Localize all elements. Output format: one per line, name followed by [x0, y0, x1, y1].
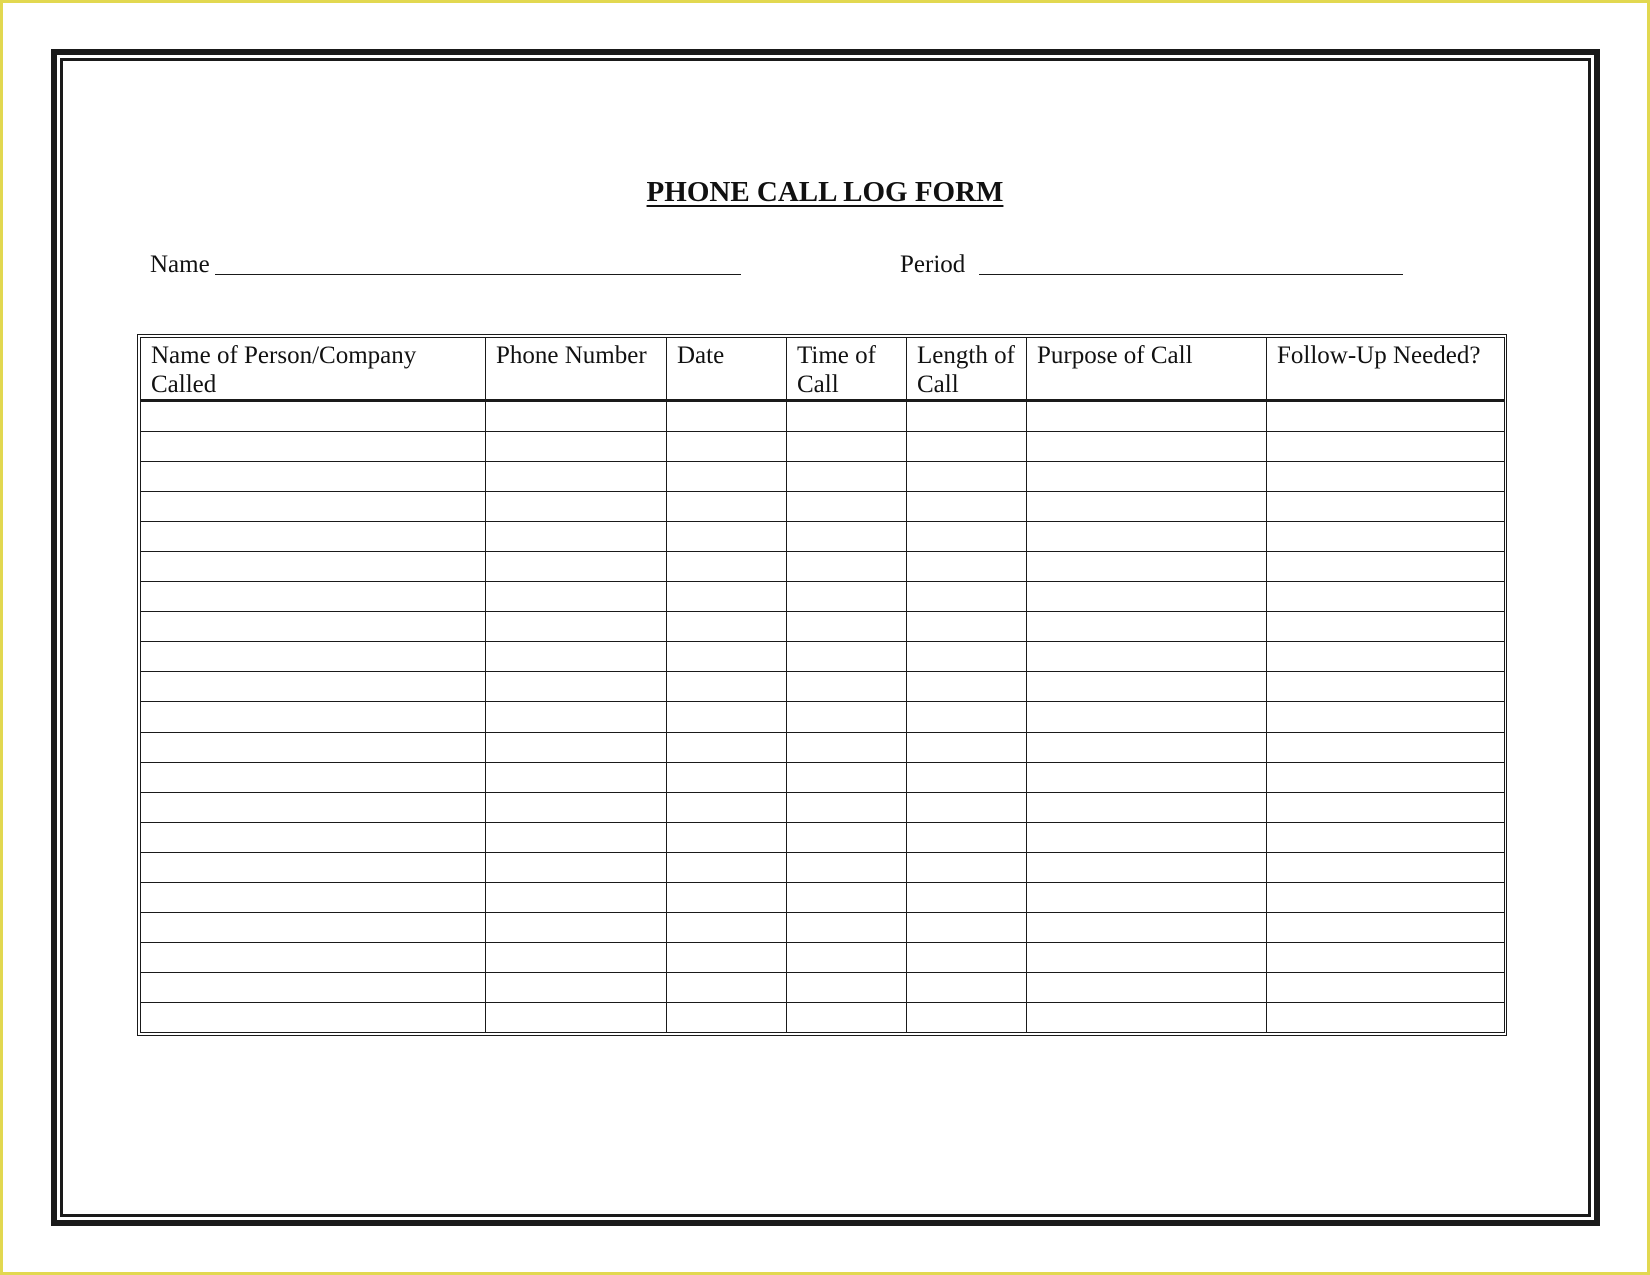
table-cell[interactable] — [667, 882, 787, 912]
table-cell[interactable] — [1267, 792, 1505, 822]
table-cell[interactable] — [787, 882, 907, 912]
table-cell[interactable] — [667, 552, 787, 582]
table-cell[interactable] — [486, 792, 667, 822]
column-header-name: Name of Person/Company Called — [141, 338, 486, 401]
table-cell[interactable] — [667, 852, 787, 882]
table-cell[interactable] — [787, 432, 907, 462]
table-cell[interactable] — [1027, 942, 1267, 972]
table-cell[interactable] — [486, 401, 667, 432]
table-cell[interactable] — [667, 942, 787, 972]
table-cell[interactable] — [1027, 972, 1267, 1002]
table-cell[interactable] — [486, 822, 667, 852]
table-cell[interactable] — [486, 732, 667, 762]
table-row — [141, 942, 1505, 972]
table-cell[interactable] — [1027, 432, 1267, 462]
table-row — [141, 822, 1505, 852]
table-cell[interactable] — [486, 702, 667, 732]
table-cell[interactable] — [667, 582, 787, 612]
table-cell[interactable] — [667, 912, 787, 942]
table-cell[interactable] — [787, 612, 907, 642]
table-cell[interactable] — [667, 762, 787, 792]
table-cell[interactable] — [1027, 912, 1267, 942]
table-cell[interactable] — [787, 1002, 907, 1032]
table-cell[interactable] — [141, 432, 486, 462]
table-row — [141, 492, 1505, 522]
table-cell[interactable] — [1267, 882, 1505, 912]
table-row — [141, 1002, 1505, 1032]
table-cell[interactable] — [141, 642, 486, 672]
table-cell[interactable] — [1027, 642, 1267, 672]
table-cell[interactable] — [141, 552, 486, 582]
table-cell[interactable] — [907, 702, 1027, 732]
table-row — [141, 401, 1505, 432]
table-cell[interactable] — [1267, 912, 1505, 942]
table-cell[interactable] — [787, 762, 907, 792]
table-row — [141, 732, 1505, 762]
table-header-row — [141, 338, 1505, 401]
table-cell[interactable] — [141, 522, 486, 552]
table-cell[interactable] — [667, 732, 787, 762]
table-cell[interactable] — [141, 702, 486, 732]
table-cell[interactable] — [667, 702, 787, 732]
table-cell[interactable] — [141, 762, 486, 792]
table-cell[interactable] — [1267, 852, 1505, 882]
table-cell[interactable] — [787, 552, 907, 582]
table-cell[interactable] — [907, 882, 1027, 912]
call-log-table-frame — [137, 334, 1507, 1036]
column-header-follow-up: Follow-Up Needed? — [1267, 338, 1505, 401]
table-row — [141, 912, 1505, 942]
table-row — [141, 612, 1505, 642]
table-cell[interactable] — [1027, 882, 1267, 912]
table-cell[interactable] — [787, 852, 907, 882]
table-cell[interactable] — [667, 522, 787, 552]
table-cell[interactable] — [787, 912, 907, 942]
table-cell[interactable] — [1027, 792, 1267, 822]
table-cell[interactable] — [667, 642, 787, 672]
table-cell[interactable] — [667, 822, 787, 852]
table-cell[interactable] — [667, 462, 787, 492]
table-cell[interactable] — [667, 401, 787, 432]
table-row — [141, 432, 1505, 462]
table-cell[interactable] — [141, 912, 486, 942]
table-row — [141, 972, 1505, 1002]
table-cell[interactable] — [141, 732, 486, 762]
column-header-purpose: Purpose of Call — [1027, 338, 1267, 401]
table-cell[interactable] — [1267, 552, 1505, 582]
table-row — [141, 522, 1505, 552]
table-cell[interactable] — [486, 882, 667, 912]
table-body — [141, 401, 1505, 1033]
table-row — [141, 672, 1505, 702]
table-cell[interactable] — [1267, 762, 1505, 792]
table-cell[interactable] — [787, 401, 907, 432]
table-cell[interactable] — [141, 612, 486, 642]
table-cell[interactable] — [141, 882, 486, 912]
table-cell[interactable] — [1267, 822, 1505, 852]
table-cell[interactable] — [1267, 672, 1505, 702]
table-cell[interactable] — [667, 792, 787, 822]
table-cell[interactable] — [141, 942, 486, 972]
table-cell[interactable] — [1267, 972, 1505, 1002]
table-cell[interactable] — [1267, 492, 1505, 522]
table-cell[interactable] — [907, 732, 1027, 762]
table-cell[interactable] — [486, 912, 667, 942]
table-cell[interactable] — [1027, 762, 1267, 792]
table-cell[interactable] — [1027, 732, 1267, 762]
table-cell[interactable] — [1267, 432, 1505, 462]
table-cell[interactable] — [907, 1002, 1027, 1032]
table-cell[interactable] — [787, 972, 907, 1002]
table-cell[interactable] — [907, 522, 1027, 552]
table-row — [141, 852, 1505, 882]
table-cell[interactable] — [486, 552, 667, 582]
form-title-text: PHONE CALL LOG FORM — [646, 176, 1004, 208]
table-row — [141, 582, 1505, 612]
table-cell[interactable] — [141, 462, 486, 492]
table-cell[interactable] — [1267, 642, 1505, 672]
period-label: Period — [900, 251, 966, 278]
table-cell[interactable] — [1267, 522, 1505, 552]
period-line[interactable] — [979, 274, 1403, 275]
table-cell[interactable] — [486, 432, 667, 462]
table-row — [141, 642, 1505, 672]
table-cell[interactable] — [907, 972, 1027, 1002]
table-cell[interactable] — [787, 942, 907, 972]
table-cell[interactable] — [787, 522, 907, 552]
table-cell[interactable] — [486, 462, 667, 492]
table-cell[interactable] — [667, 672, 787, 702]
table-cell[interactable] — [141, 672, 486, 702]
table-cell[interactable] — [787, 582, 907, 612]
table-row — [141, 462, 1505, 492]
table-cell[interactable] — [787, 642, 907, 672]
table-cell[interactable] — [667, 492, 787, 522]
table-cell[interactable] — [787, 822, 907, 852]
table-cell[interactable] — [1027, 1002, 1267, 1032]
table-cell[interactable] — [907, 762, 1027, 792]
column-header-phone: Phone Number — [486, 338, 667, 401]
table-cell[interactable] — [667, 612, 787, 642]
table-row — [141, 702, 1505, 732]
table-cell[interactable] — [1267, 612, 1505, 642]
form-title — [0, 174, 1650, 210]
table-row — [141, 552, 1505, 582]
call-log-table — [140, 337, 1505, 1033]
table-cell[interactable] — [907, 582, 1027, 612]
table-cell[interactable] — [486, 672, 667, 702]
table-cell[interactable] — [486, 492, 667, 522]
table-cell[interactable] — [1027, 552, 1267, 582]
name-label: Name — [150, 251, 210, 278]
table-cell[interactable] — [1267, 732, 1505, 762]
column-header-date: Date — [667, 338, 787, 401]
table-cell[interactable] — [141, 401, 486, 432]
column-header-time: Time of Call — [787, 338, 907, 401]
table-cell[interactable] — [907, 942, 1027, 972]
table-cell[interactable] — [1267, 942, 1505, 972]
table-cell[interactable] — [486, 642, 667, 672]
table-cell[interactable] — [486, 582, 667, 612]
table-cell[interactable] — [1267, 462, 1505, 492]
table-cell[interactable] — [907, 432, 1027, 462]
table-cell[interactable] — [141, 792, 486, 822]
table-cell[interactable] — [141, 1002, 486, 1032]
table-cell[interactable] — [787, 702, 907, 732]
table-row — [141, 792, 1505, 822]
table-cell[interactable] — [141, 582, 486, 612]
table-row — [141, 882, 1505, 912]
table-cell[interactable] — [667, 432, 787, 462]
table-cell[interactable] — [1027, 492, 1267, 522]
table-cell[interactable] — [486, 522, 667, 552]
table-cell[interactable] — [1267, 401, 1505, 432]
table-cell[interactable] — [907, 552, 1027, 582]
table-cell[interactable] — [907, 642, 1027, 672]
table-cell[interactable] — [1027, 522, 1267, 552]
table-cell[interactable] — [1027, 582, 1267, 612]
table-cell[interactable] — [907, 792, 1027, 822]
table-cell[interactable] — [1267, 582, 1505, 612]
table-cell[interactable] — [486, 972, 667, 1002]
table-cell[interactable] — [907, 822, 1027, 852]
table-cell[interactable] — [1027, 672, 1267, 702]
table-cell[interactable] — [486, 942, 667, 972]
table-cell[interactable] — [141, 492, 486, 522]
table-cell[interactable] — [141, 972, 486, 1002]
table-cell[interactable] — [907, 401, 1027, 432]
table-cell[interactable] — [907, 852, 1027, 882]
table-cell[interactable] — [667, 972, 787, 1002]
table-cell[interactable] — [1027, 822, 1267, 852]
table-cell[interactable] — [1027, 612, 1267, 642]
table-cell[interactable] — [907, 462, 1027, 492]
table-cell[interactable] — [667, 1002, 787, 1032]
table-cell[interactable] — [787, 672, 907, 702]
table-cell[interactable] — [907, 612, 1027, 642]
table-cell[interactable] — [907, 912, 1027, 942]
table-cell[interactable] — [1027, 702, 1267, 732]
table-cell[interactable] — [486, 762, 667, 792]
table-cell[interactable] — [1027, 401, 1267, 432]
table-cell[interactable] — [486, 1002, 667, 1032]
table-cell[interactable] — [141, 852, 486, 882]
column-header-length: Length of Call — [907, 338, 1027, 401]
table-cell[interactable] — [907, 672, 1027, 702]
table-cell[interactable] — [141, 822, 486, 852]
table-cell[interactable] — [1267, 1002, 1505, 1032]
name-line[interactable] — [215, 274, 741, 275]
table-cell[interactable] — [787, 792, 907, 822]
table-cell[interactable] — [1027, 852, 1267, 882]
table-cell[interactable] — [787, 462, 907, 492]
table-cell[interactable] — [787, 492, 907, 522]
table-cell[interactable] — [1267, 702, 1505, 732]
table-cell[interactable] — [1027, 462, 1267, 492]
table-cell[interactable] — [486, 612, 667, 642]
table-cell[interactable] — [787, 732, 907, 762]
table-cell[interactable] — [486, 852, 667, 882]
table-row — [141, 762, 1505, 792]
table-cell[interactable] — [907, 492, 1027, 522]
